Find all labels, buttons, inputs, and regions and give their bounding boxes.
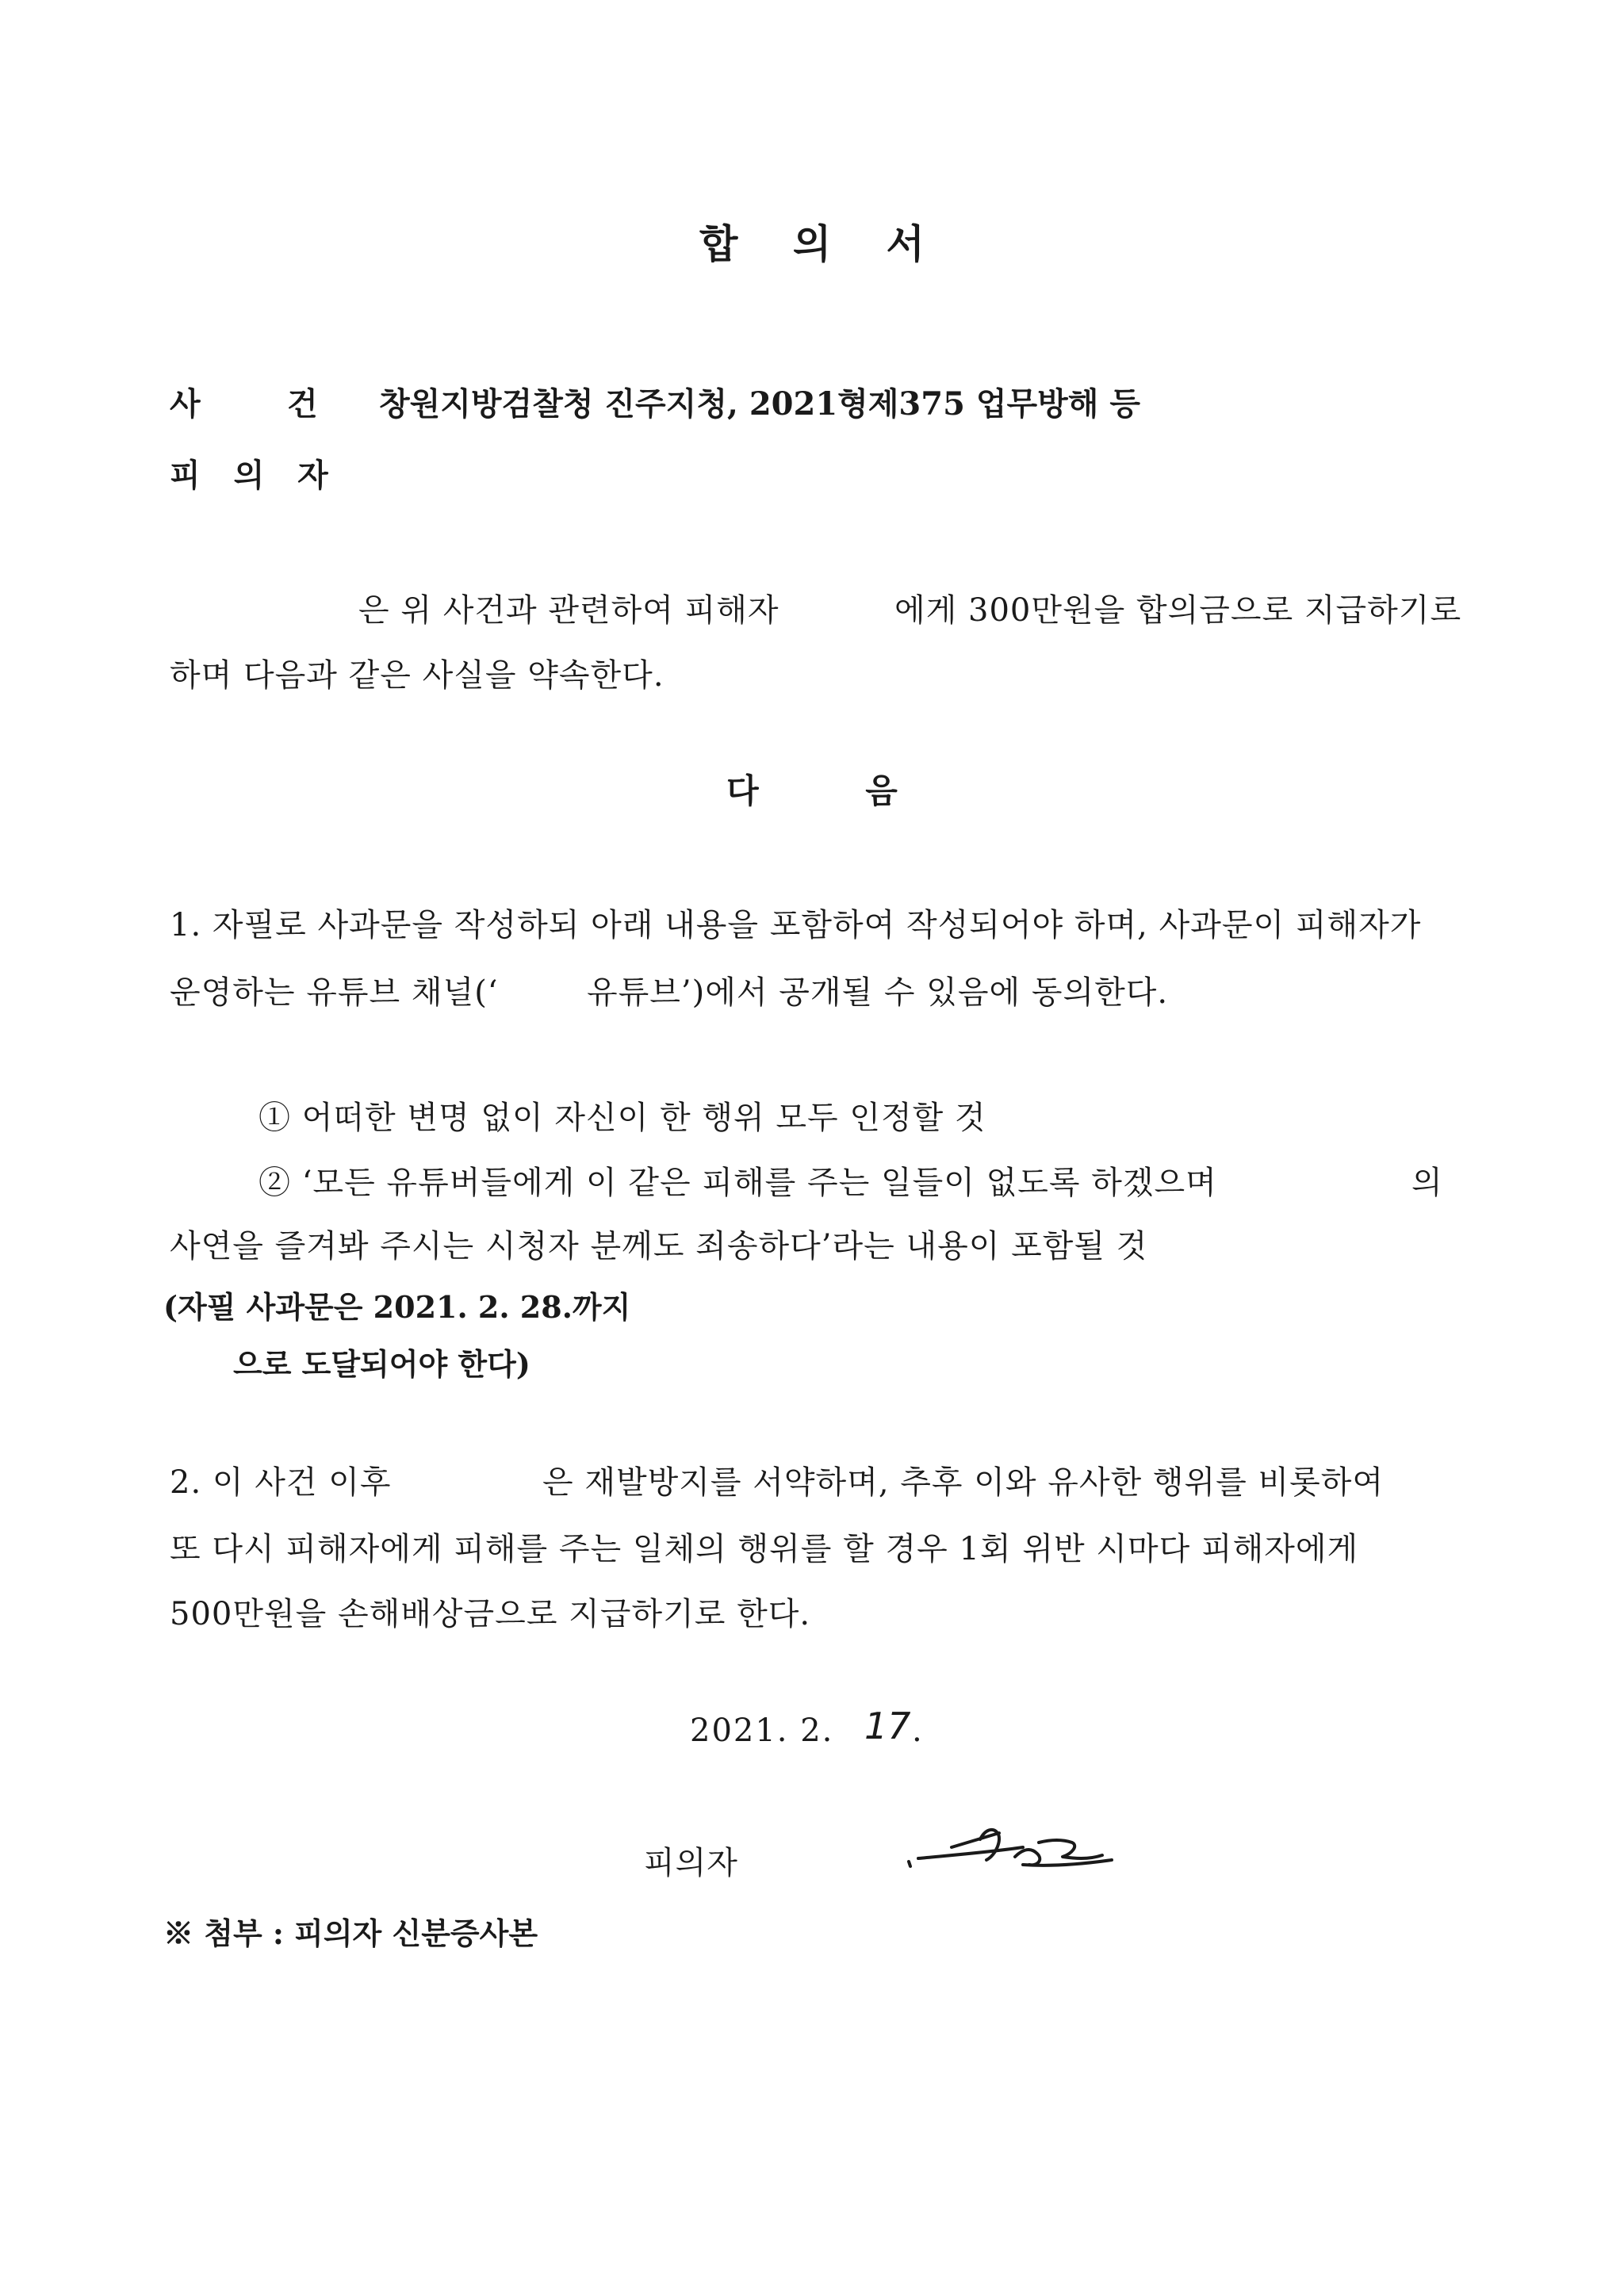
date-handwritten-day: 17: [864, 1705, 911, 1747]
item1-line1: 1. 자필로 사과문을 작성하되 아래 내용을 포함하여 작성되어야 하며, 사과문이 피해자가: [170, 907, 1422, 943]
case-value: 창원지방검찰청 진주지청, 2021형제375 업무방해 등: [379, 385, 1140, 423]
suspect-label: 피 의 자: [170, 457, 339, 494]
intro-line2: 하며 다음과 같은 사실을 약속한다.: [170, 657, 665, 694]
signer-label: 피의자: [644, 1845, 738, 1881]
intro-line1-part1: 은 위 사건과 관련하여 피해자: [358, 592, 779, 629]
item1-sub2-part1: ② ‘모든 유튜버들에게 이 같은 피해를 주는 일들이 없도록 하겠으며: [259, 1165, 1217, 1201]
attachment-note: ※ 첨부 : 피의자 신분증사본: [163, 1915, 538, 1951]
intro-line1-part2: 에게 300만원을 합의금으로 지급하기로: [894, 592, 1462, 629]
item2-line1-part2: 은 재발방지를 서약하며, 추후 이와 유사한 행위를 비롯하여: [542, 1464, 1385, 1501]
item1-line2-part1: 운영하는 유튜브 채널(‘: [170, 974, 499, 1011]
date-period: .: [912, 1712, 924, 1749]
date-printed: 2021. 2.: [690, 1712, 834, 1749]
item2-line1-part1: 2. 이 사건 이후: [170, 1464, 392, 1501]
item1-sub2-part2: 의: [1411, 1165, 1443, 1201]
handwritten-signature: [904, 1816, 1118, 1879]
item1-sub1: ① 어떠한 변명 없이 자신이 한 행위 모두 인정할 것: [259, 1100, 986, 1136]
item1-note-line2: 으로 도달되어야 한다): [233, 1346, 530, 1382]
section-title: 다 음: [726, 771, 945, 810]
item1-sub2-line2: 사연을 즐겨봐 주시는 시청자 분께도 죄송하다’라는 내용이 포함될 것: [170, 1228, 1148, 1265]
item1-note-line1: (자필 사과문은 2021. 2. 28.까지: [163, 1289, 631, 1325]
case-label-1: 사: [170, 385, 201, 423]
item1-line2-part2: 유튜브’)에서 공개될 수 있음에 동의한다.: [587, 974, 1169, 1011]
item2-line2: 또 다시 피해자에게 피해를 주는 일체의 행위를 할 경우 1회 위반 시마다 피해자에게: [170, 1531, 1359, 1567]
case-label-2: 건: [287, 385, 318, 423]
item2-line3: 500만원을 손해배상금으로 지급하기로 한다.: [170, 1596, 811, 1632]
document-title: 합 의 서: [699, 220, 945, 267]
